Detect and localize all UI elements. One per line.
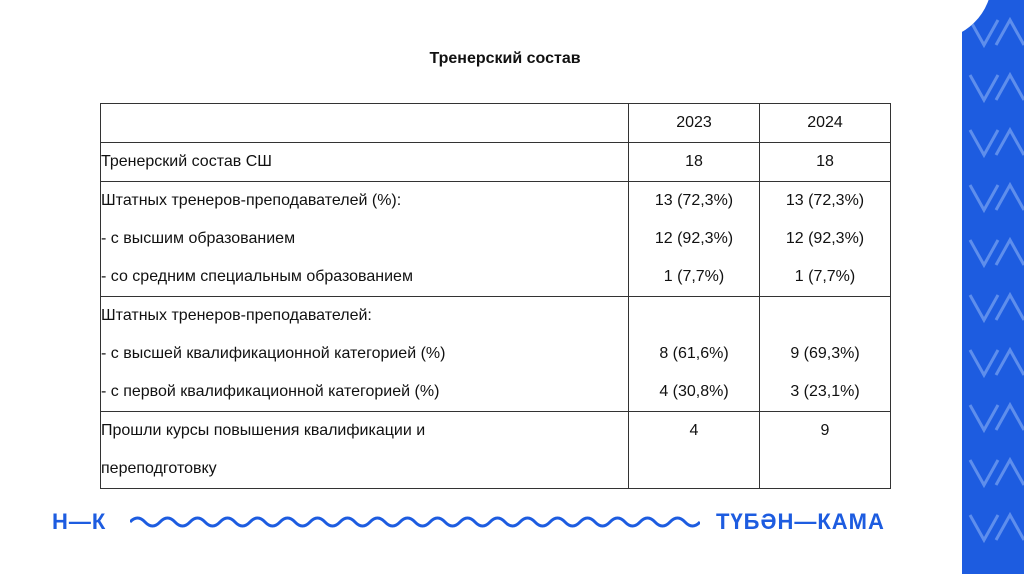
header-year-2023: 2023: [629, 104, 760, 143]
row-label: Штатных тренеров-преподавателей: - с высшей квалификационной категорией (%) - с первой квалификационной категорией (%): [101, 297, 629, 412]
wave-divider-icon: [130, 512, 700, 532]
header-year-2024: 2024: [760, 104, 891, 143]
row-label: Прошли курсы повышения квалификации и переподготовку: [101, 412, 629, 489]
row-value-2024: 13 (72,3%) 12 (92,3%) 1 (7,7%): [760, 182, 891, 297]
row-value-2023: 4: [629, 412, 760, 489]
city-logo-right: ТҮБӘН—КАМА: [716, 509, 885, 534]
header-empty-cell: [101, 104, 629, 143]
row-value-2023: 13 (72,3%) 12 (92,3%) 1 (7,7%): [629, 182, 760, 297]
row-label: Штатных тренеров-преподавателей (%): - с высшим образованием - со средним специальным образованием: [101, 182, 629, 297]
triangle-pattern-icon: [962, 0, 1024, 574]
table-row: [101, 182, 891, 297]
decorative-side-stripe: [962, 0, 1024, 574]
slide-title: Тренерский состав: [429, 50, 581, 67]
row-label: Тренерский состав СШ: [101, 143, 629, 182]
city-logo-left: Н—К: [52, 509, 107, 534]
row-value-2023: 8 (61,6%) 4 (30,8%): [629, 297, 760, 412]
row-value-2024: 18: [760, 143, 891, 182]
table-header-row: [101, 104, 891, 143]
table-row: [101, 297, 891, 412]
row-value-2023: 18: [629, 143, 760, 182]
row-value-2024: 9 (69,3%) 3 (23,1%): [760, 297, 891, 412]
coaching-staff-table: [100, 103, 891, 489]
table-row: [101, 143, 891, 182]
row-value-2024: 9: [760, 412, 891, 489]
table-row: [101, 412, 891, 489]
